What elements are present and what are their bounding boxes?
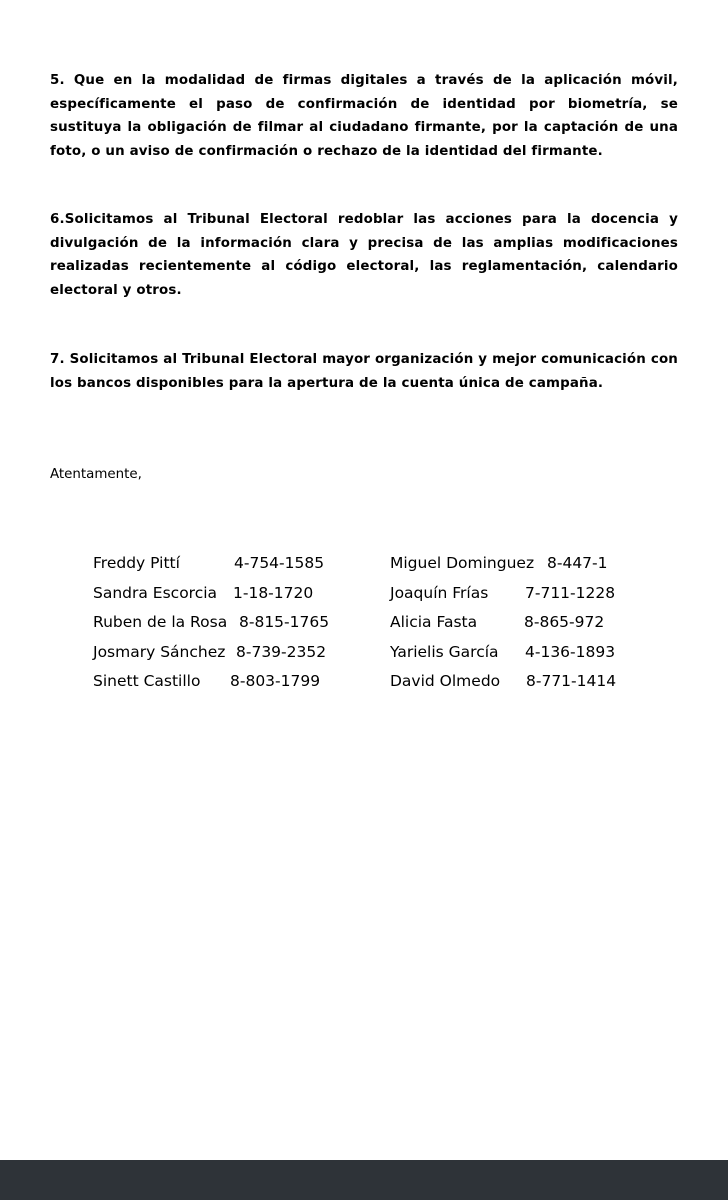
- signatory-id: 4-136-1893: [525, 642, 616, 661]
- signatory-name: David Olmedo: [390, 672, 501, 690]
- signatory-id: 1-18-1720: [233, 583, 314, 602]
- signatory-id: 8-815-1765: [239, 613, 330, 631]
- signatory-name: Sandra Escorcia: [93, 583, 218, 602]
- signatory-id: 8-803-1799: [230, 672, 321, 690]
- signatory-id: 7-711-1228: [525, 583, 616, 602]
- signatory-name: Freddy Pittí: [93, 554, 180, 572]
- signatory-id: 8-739-2352: [236, 642, 327, 661]
- signatory-id: 8-865-972: [524, 613, 605, 631]
- paragraph-6: 6.Solicitamos al Tribunal Electoral redoblar las acciones para la docencia y divulgación de la información clara y precisa de las amplias modificaciones realizadas recientemente al código electoral, las reglamentación, calendario electoral y otros.: [50, 212, 678, 298]
- closing-salutation: Atentamente,: [50, 467, 142, 482]
- signatory-name: Joaquín Frías: [390, 583, 489, 602]
- bottom-toolbar-bar: [0, 1160, 728, 1200]
- signatory-name: Ruben de la Rosa: [93, 613, 228, 631]
- paragraph-5: 5. Que en la modalidad de firmas digitales a través de la aplicación móvil, específicamente el paso de confirmación de identidad por biometría, se sustituya la obligación de filmar al ciudadano firmante, por la captación de una foto, o un aviso de confirmación o rechazo de la identidad del firmante.: [50, 73, 678, 159]
- signatory-id: 8-447-1: [547, 554, 608, 572]
- signatory-name: Yarielis García: [390, 642, 499, 661]
- signatory-name: Alicia Fasta: [390, 613, 478, 631]
- signatory-id: 4-754-1585: [234, 554, 325, 572]
- signatory-name: Miguel Dominguez: [390, 554, 535, 572]
- paragraph-7: 7. Solicitamos al Tribunal Electoral mayor organización y mejor comunicación con los bancos disponibles para la apertura de la cuenta única de campaña.: [50, 352, 678, 391]
- signatory-name: Josmary Sánchez: [93, 642, 226, 661]
- signatory-id: 8-771-1414: [526, 672, 617, 690]
- signatory-list: [93, 549, 653, 699]
- signatory-name: Sinett Castillo: [93, 672, 201, 690]
